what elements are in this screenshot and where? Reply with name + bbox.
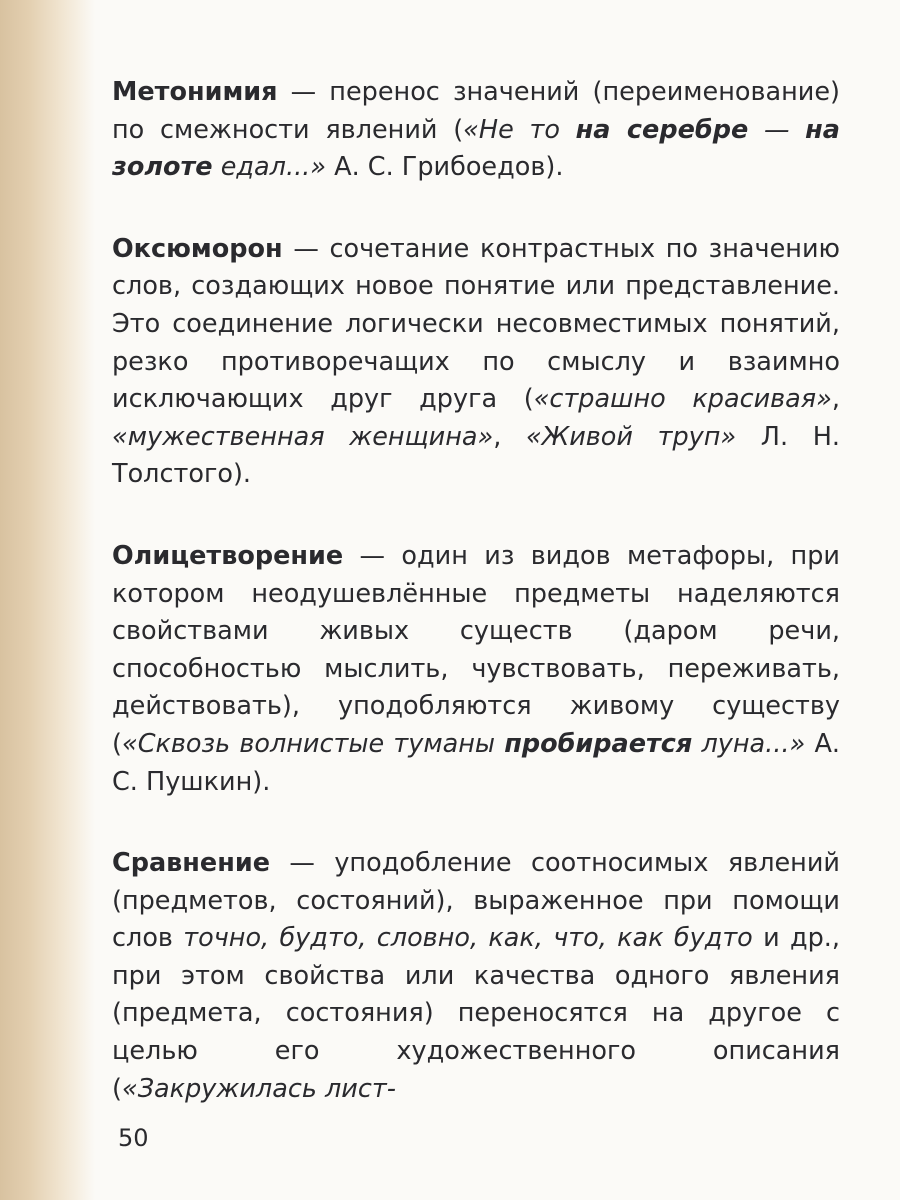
example-text: «мужественная женщина» [112,421,494,452]
definition-text: — уподобление соотносимых явлений (предметов, состояний), выраженное при помощи слов [112,848,840,954]
separator-text: , [493,421,526,452]
example-text: «Сквозь волнистые туманы [121,728,505,759]
example-text: — [748,114,806,145]
example-emphasis: на серебре [575,114,749,145]
definition-paragraph [112,74,840,187]
definition-paragraph [112,845,840,1108]
example-text: луна...» [692,728,806,759]
example-emphasis: пробирается [504,728,693,759]
definition-text: — один из видов метафоры, при котором неодушевлённые предметы наделяются свойствами живых существ (даром речи, способностью мыслить, чувствовать, переживать, действовать), уподобляются живому существу ( [112,540,840,759]
attribution-text: А. С. Грибоедов). [326,152,564,183]
example-text: точно, будто, словно, как, что, как будто [183,923,753,954]
separator-text: , [831,384,840,415]
term-heading: Олицетворение [112,540,344,571]
term-heading: Метонимия [112,77,278,107]
page-content [112,74,840,1152]
example-text: «Закружилась лист- [121,1073,396,1104]
term-heading: Оксюморон [112,233,283,264]
example-emphasis: на золоте [112,114,840,183]
example-text: «страшно красивая» [533,384,832,415]
example-text: «Не то [463,114,576,145]
page-number: 50 [118,1124,149,1152]
entry-comparison [112,845,840,1108]
definition-text: — перенос значений (переименование) по смежности явлений ( [112,77,840,145]
definition-paragraph [112,231,840,494]
definition-text: — сочетание контрастных по значению слов, создающих новое понятие или представление. Это соединение логически несовместимых понятий, резко противоречащих по смыслу и взаимно исключающих друг друга ( [112,233,840,415]
example-text: едал...» [212,152,327,183]
entry-personification [112,538,840,801]
term-heading: Сравнение [112,848,271,879]
entry-oxymoron [112,231,840,494]
example-text: «Живой труп» [525,421,737,452]
entry-metonymy [112,74,840,187]
attribution-text: А. С. Пушкин). [112,728,840,797]
page-spine-shadow [0,0,95,1200]
definition-paragraph [112,538,840,801]
attribution-text: Л. Н. Толстого). [112,421,840,490]
definition-text: и др., при этом свойства или качества одного явления (предмета, состояния) переносятся на другое с целью его художественного описания ( [112,923,840,1104]
